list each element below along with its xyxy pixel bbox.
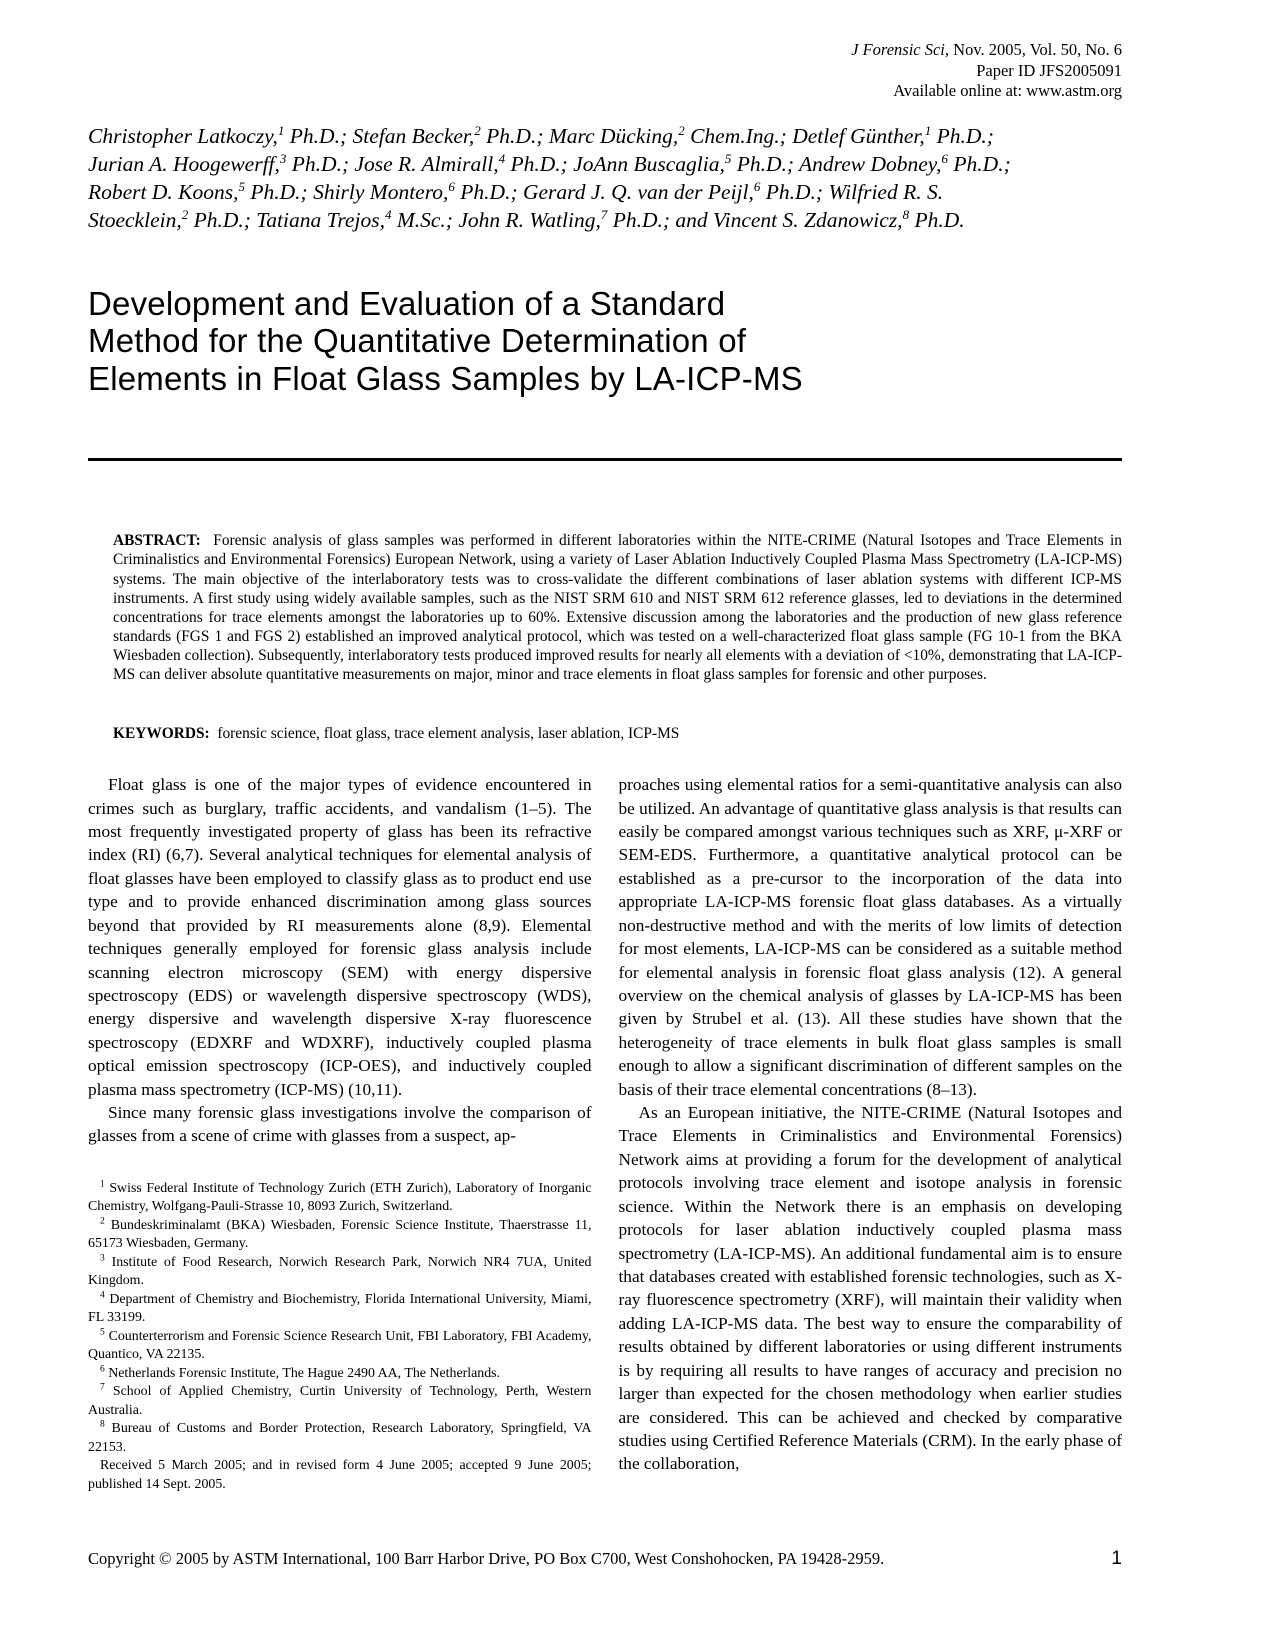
footnote: $^1$ Swiss Federal Institute of Technology Zurich (ETH Zurich), Laboratory of Inorganic Chemistry, Wolfgang-Pauli-Strasse 10, 8093 Zurich, Switzerland. [88,1179,592,1215]
body-paragraph: proaches using elemental ratios for a semi-quantitative analysis can also be utilized. An advantage of quantitative glass analysis is that results can easily be compared amongst various techniques such as XRF, μ-XRF or SEM-EDS. Furthermore, a quantitative analytical protocol can be established as a pre-cursor to the incorporation of the data into appropriate LA-ICP-MS forensic float glass databases. As a virtually non-destructive method and with the merits of low limits of detection for most elements, LA-ICP-MS can be considered as a suitable method for elemental analysis in forensic float glass analysis (12). A general overview on the chemical analysis of glasses by LA-ICP-MS has been given by Strubel et al. (13). All these studies have shown that the heterogeneity of trace elements in bulk float glass samples is small enough to allow a significant discrimination of different samples on the basis of their trace elemental concentrations (8–13). [618,775,1122,1099]
body-columns [88,773,1122,1494]
abstract-section [113,531,1122,743]
keywords-text: forensic science, float glass, trace element analysis, laser ablation, ICP-MS [217,725,680,743]
keywords-label: KEYWORDS: [113,725,210,743]
body-paragraph: As an European initiative, the NITE-CRIME (Natural Isotopes and Trace Elements in Criminalistics and Environmental Forensics) Network aims at providing a forum for the development of analytical protocols involving trace element and isotope analysis in forensic science. Within the Network there is an emphasis on developing protocols for laser ablation inductively coupled plasma mass spectrometry (LA-ICP-MS). An additional fundamental aim is to ensure that databases created with established forensic technologies, such as X-ray fluorescence spectrometry (XRF), will maintain their validity when adding LA-ICP-MS data. The best way to ensure the comparability of results obtained by different laboratories or using different instruments is by requiring all results to have ranges of accuracy and precision no larger than expected for the chosen methodology when earlier studies are considered. This can be achieved and checked by comparative studies using Certified Reference Materials (CRM). In the early phase of the collaboration, [618,1103,1122,1474]
abstract-text: Forensic analysis of glass samples was performed in different laboratories within the NITE-CRIME (Natural Isotopes and Trace Elements in Criminalistics and Environmental Forensics) European Network, using a variety of Laser Ablation Inductively Coupled Plasma Mass Spectrometry (LA-ICP-MS) systems. The main objective of the interlaboratory tests was to cross-validate the different combinations of laser ablation systems with different ICP-MS instruments. A first study using widely available samples, such as the NIST SRM 610 and NIST SRM 612 reference glasses, led to deviations in the determined concentrations for trace elements amongst the laboratories up to 60%. Extensive discussion among the laboratories and the production of new glass reference standards (FGS 1 and FGS 2) established an improved analytical protocol, which was tested on a well-characterized float glass sample (FG 10-1 from the BKA Wiesbaden collection). Subsequently, interlaboratory tests produced improved results for nearly all elements with a deviation of <10%, demonstrating that LA-ICP-MS can deliver absolute quantitative measurements on major, minor and trace elements in float glass samples for forensic and other purposes. [113,532,1122,683]
author-line: Christopher Latkoczy,$^1$ Ph.D.; Stefan Becker,$^2$ Ph.D.; Marc Dücking,$^2$ Chem.Ing.; Detlef Günther,$^1$ Ph.D.; [88,122,994,148]
received-note: Received 5 March 2005; and in revised form 4 June 2005; accepted 9 June 2005; published 14 Sept. 2005. [88,1458,592,1492]
footnote: $^3$ Institute of Food Research, Norwich Research Park, Norwich NR4 7UA, United Kingdom. [88,1253,592,1289]
right-column [619,773,1123,1494]
authors-block [88,122,1122,235]
footnotes-block [88,1180,592,1494]
journal-citation [88,40,1122,61]
paper-id: Paper ID JFS2005091 [976,60,1122,80]
left-column [88,773,592,1494]
body-paragraph: Float glass is one of the major types of evidence encountered in crimes such as burglary, traffic accidents, and vandalism (1–5). The most frequently investigated property of glass has been its refractive index (RI) (6,7). Several analytical techniques for elemental analysis of float glasses have been employed to classify glass as to product end use type and to provide enhanced discrimination among glass sources beyond that provided by RI measurements alone (8,9). Elemental techniques generally employed for forensic glass analysis include scanning electron microscopy (SEM) with energy dispersive spectroscopy (EDS) or wavelength dispersive spectroscopy (WDS), energy dispersive and wavelength dispersive X-ray fluorescence spectroscopy (EDXRF and WDXRF), inductively coupled plasma optical emission spectroscopy (ICP-OES), and inductively coupled plasma mass spectrometry (ICP-MS) (10,11). [88,775,592,1099]
availability-note: Available online at: www.astm.org [893,81,1122,101]
footnote: $^5$ Counterterrorism and Forensic Science Research Unit, FBI Laboratory, FBI Academy, Quantico, VA 22135. [88,1327,592,1363]
body-paragraph: Since many forensic glass investigations involve the comparison of glasses from a scene of crime with glasses from a suspect, ap- [88,1103,592,1146]
author-line: Robert D. Koons,$^5$ Ph.D.; Shirly Montero,$^6$ Ph.D.; Gerard J. Q. van der Peijl,$^6$ Ph.D.; Wilfried R. S. [88,179,944,205]
footnote: $^4$ Department of Chemistry and Biochemistry, Florida International University, Miami, FL 33199. [88,1290,592,1326]
masthead [88,40,1122,102]
title-rule [88,458,1122,461]
left-column-paragraphs [88,773,592,1148]
paper-title-line: Development and Evaluation of a Standard [88,284,726,322]
page-footer [88,1548,1122,1570]
paper-title [88,285,1122,399]
abstract-paragraph [113,531,1122,684]
paper-title-line: Method for the Quantitative Determination of [88,322,747,360]
footnote: $^6$ Netherlands Forensic Institute, The Hague 2490 AA, The Netherlands. [100,1364,501,1381]
footnote: $^8$ Bureau of Customs and Border Protection, Research Laboratory, Springfield, VA 22153. [88,1419,592,1455]
footnote: $^7$ School of Applied Chemistry, Curtin University of Technology, Perth, Western Australia. [88,1382,592,1418]
copyright-line: Copyright © 2005 by ASTM International, 100 Barr Harbor Drive, PO Box C700, West Conshohocken, PA 19428-2959. [88,1549,885,1568]
author-line: Jurian A. Hoogewerff,$^3$ Ph.D.; Jose R. Almirall,$^4$ Ph.D.; JoAnn Buscaglia,$^5$ Ph.D.; Andrew Dobney,$^6$ Ph.D.; [88,150,1011,177]
page-number: 1 [1111,1548,1122,1569]
author-line: Stoecklein,$^2$ Ph.D.; Tatiana Trejos,$^4$ M.Sc.; John R. Watling,$^7$ Ph.D.; and Vincent S. Zdanowicz,$^8$ Ph.D. [88,207,965,233]
footnote: $^2$ Bundeskriminalamt (BKA) Wiesbaden, Forensic Science Institute, Thaerstrasse 11, 65173 Wiesbaden, Germany. [88,1216,592,1252]
abstract-label: ABSTRACT: [113,532,201,550]
keywords-line [113,724,1122,743]
journal-issue: Nov. 2005, Vol. 50, No. 6 [949,40,1122,59]
journal-name: J Forensic Sci, [851,40,950,59]
paper-title-line: Elements in Float Glass Samples by LA-ICP-MS [88,360,803,398]
